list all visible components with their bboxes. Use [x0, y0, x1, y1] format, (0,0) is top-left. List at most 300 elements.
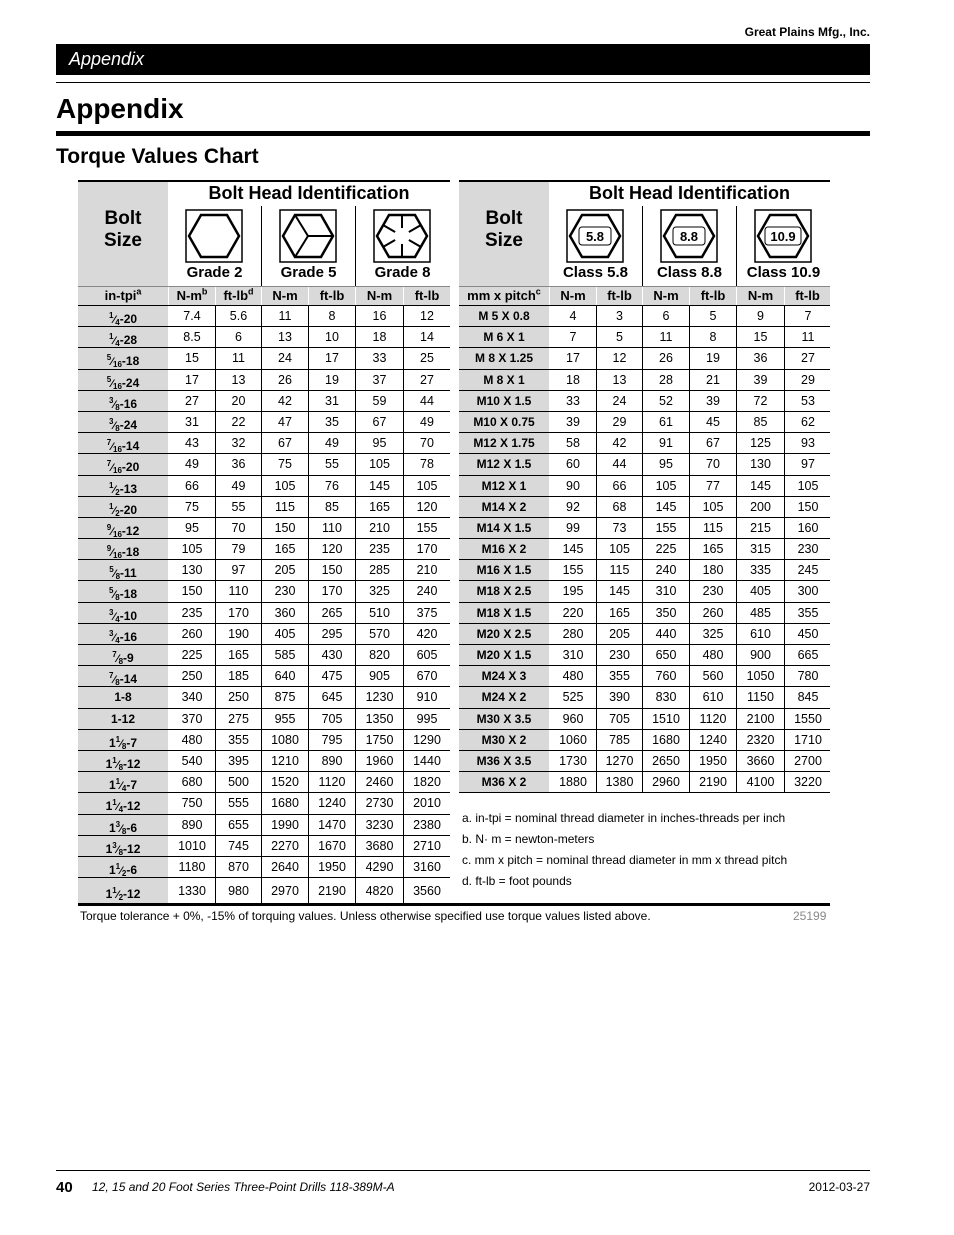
imperial-torque-value-cell: 890: [321, 753, 343, 768]
table-row: [459, 476, 830, 497]
imperial-torque-value-cell: 235: [369, 542, 390, 557]
table-row: [459, 327, 830, 348]
metric-torque-value-cell: 230: [609, 648, 630, 662]
class-10-9-hex-icon: [754, 209, 812, 263]
metric-torque-value-cell: 105: [702, 499, 724, 514]
metric-torque-value-cell: 225: [655, 542, 677, 557]
imperial-torque-value-cell: 655: [228, 817, 249, 832]
imperial-torque-value-cell: 25: [420, 351, 434, 366]
fraction: $^9$⁄16-12: [106, 522, 140, 539]
metric-bolt-size-header: [459, 182, 549, 286]
metric-torque-value-cell: 115: [609, 563, 630, 578]
imperial-bolt-size-cell: [78, 454, 168, 474]
imperial-bolt-size-cell: [78, 433, 168, 453]
table-row: [78, 878, 450, 905]
metric-torque-value-cell: 3660: [746, 753, 775, 768]
table-row: [78, 433, 450, 454]
metric-torque-value-cell: 62: [801, 414, 815, 429]
table-row: [78, 603, 450, 624]
table-row: [459, 581, 830, 602]
imperial-torque-value-cell: 955: [274, 711, 296, 726]
imperial-torque-value-cell: 36: [231, 457, 246, 472]
imperial-torque-value-cell: 18: [372, 330, 387, 345]
bolt-head-identification-label: Bolt Head Identification: [208, 183, 410, 203]
fraction: $^7$⁄8-14: [108, 671, 138, 688]
imperial-torque-value-cell: 640: [274, 669, 296, 684]
metric-torque-value-cell: 97: [801, 457, 815, 472]
metric-bolt-size-cell: M 5 X 0.8: [459, 306, 549, 326]
imperial-torque-value-cell: 2010: [413, 796, 441, 811]
imperial-torque-value-cell: 3560: [413, 884, 441, 899]
imperial-torque-value-cell: 8: [328, 309, 336, 323]
header-divider: [56, 82, 870, 83]
metric-torque-value-cell: 53: [801, 393, 815, 408]
table-row: [459, 645, 830, 666]
metric-torque-value-cell: 560: [702, 669, 724, 684]
imperial-bolt-size-cell: [78, 370, 168, 390]
metric-torque-value-cell: 180: [702, 563, 724, 578]
imperial-torque-value-cell: 500: [228, 775, 249, 790]
metric-torque-value-cell: 785: [609, 732, 630, 747]
table-row: [78, 666, 450, 687]
imperial-torque-value-cell: 15: [185, 351, 199, 366]
class-10-9-label: Class 10.9: [746, 264, 821, 281]
imperial-torque-value-cell: 285: [369, 563, 390, 578]
metric-torque-value-cell: 95: [659, 457, 673, 472]
class-10-9-column: [736, 206, 830, 286]
table-row: [459, 603, 830, 624]
imperial-torque-value-cell: 5.6: [229, 309, 248, 323]
imperial-torque-value-cell: 1680: [271, 796, 299, 811]
imperial-torque-value-cell: 1180: [178, 859, 206, 874]
fraction: $^3$⁄4-10: [108, 607, 138, 624]
table-row: [459, 730, 830, 751]
metric-torque-value-cell: 7: [569, 330, 577, 345]
metric-torque-value-cell: 11: [659, 330, 673, 345]
table-row: [78, 348, 450, 369]
imperial-torque-value-cell: 7.4: [183, 309, 201, 323]
metric-torque-value-cell: 68: [612, 499, 627, 514]
metric-torque-value-cell: 450: [797, 626, 819, 641]
metric-torque-value-cell: 28: [659, 372, 673, 387]
imperial-torque-value-cell: 2710: [413, 838, 441, 853]
footer-divider: [56, 1170, 870, 1171]
class-8-8-column: [642, 206, 736, 286]
imperial-torque-value-cell: 225: [181, 648, 203, 662]
metric-torque-value-cell: 310: [655, 584, 677, 599]
table-row: [78, 645, 450, 666]
imperial-torque-value-cell: 105: [274, 478, 296, 493]
imperial-torque-value-cell: 205: [274, 563, 296, 578]
imperial-torque-value-cell: 27: [185, 393, 199, 408]
imperial-torque-value-cell: 145: [369, 478, 390, 493]
imperial-bolt-size-cell: [78, 476, 168, 496]
imperial-torque-value-cell: 76: [325, 478, 339, 493]
fraction: $^5$⁄16-18: [106, 353, 140, 370]
imperial-header: [78, 182, 450, 286]
table-row: [459, 306, 830, 327]
imperial-torque-value-cell: 2730: [365, 796, 394, 811]
metric-torque-value-cell: 21: [706, 372, 720, 387]
imperial-torque-value-cell: 150: [181, 584, 203, 599]
class-10-9-ftlb-header: ft-lb: [785, 287, 830, 305]
grade-8-label: Grade 8: [374, 264, 431, 281]
fraction: $1^1⁄4-7$: [108, 777, 138, 794]
imperial-bolt-size-cell: [78, 751, 168, 771]
imperial-torque-value-cell: 150: [274, 520, 296, 535]
metric-torque-value-cell: 355: [797, 605, 819, 620]
imperial-bolt-size-cell: [78, 497, 168, 517]
imperial-torque-value-cell: 1210: [271, 753, 299, 768]
metric-torque-value-cell: 2190: [699, 775, 727, 790]
metric-bolt-size-cell: M18 X 2.5: [459, 581, 549, 601]
imperial-torque-value-cell: 2640: [271, 859, 299, 874]
imperial-rows: [78, 306, 450, 905]
metric-torque-value-cell: 7: [804, 309, 812, 323]
metric-torque-value-cell: 1710: [794, 732, 822, 747]
metric-torque-value-cell: 13: [612, 372, 627, 387]
imperial-torque-value-cell: 33: [372, 351, 387, 366]
class-8-8-ftlb-header: ft-lb: [690, 287, 736, 305]
table-row: [78, 772, 450, 793]
metric-torque-value-cell: 760: [655, 669, 677, 684]
imperial-torque-value-cell: 2270: [271, 838, 299, 853]
imperial-torque-value-cell: 20: [231, 393, 246, 408]
imperial-torque-value-cell: 170: [321, 584, 343, 599]
metric-torque-value-cell: 165: [702, 542, 724, 557]
metric-torque-value-cell: 67: [706, 436, 720, 451]
fraction: $^5$⁄8-11: [109, 565, 137, 582]
table-row: [459, 370, 830, 391]
imperial-torque-value-cell: 26: [278, 372, 292, 387]
fraction: $^5$⁄16-24: [106, 374, 140, 391]
imperial-torque-value-cell: 22: [231, 414, 246, 429]
class-5-8-nm-header: N-m: [550, 287, 596, 305]
imperial-torque-value-cell: 49: [185, 457, 199, 472]
table-row: [78, 497, 450, 518]
metric-torque-value-cell: 390: [609, 690, 630, 705]
imperial-torque-value-cell: 1670: [318, 838, 346, 853]
metric-torque-value-cell: 90: [566, 478, 580, 493]
metric-torque-value-cell: 315: [750, 542, 771, 557]
metric-bolt-size-cell: M12 X 1.75: [459, 433, 549, 453]
imperial-bolt-size-cell: [78, 539, 168, 559]
metric-bolt-size-cell: M 6 X 1: [459, 327, 549, 347]
metric-torque-value-cell: 150: [797, 499, 819, 514]
imperial-torque-value-cell: 3160: [413, 859, 441, 874]
imperial-torque-value-cell: 10: [325, 330, 339, 345]
metric-bolt-size-cell: M36 X 2: [459, 772, 549, 792]
imperial-torque-value-cell: 1750: [365, 732, 394, 747]
chart-title: Torque Values Chart: [56, 145, 259, 168]
page-title: Appendix: [56, 93, 184, 124]
imperial-torque-value-cell: 44: [420, 393, 434, 408]
metric-bolt-size-label: [459, 208, 549, 252]
table-row: [459, 624, 830, 645]
metric-torque-value-cell: 325: [702, 626, 724, 641]
imperial-torque-value-cell: 230: [274, 584, 296, 599]
metric-bolt-size-cell: M14 X 1.5: [459, 518, 549, 538]
metric-torque-value-cell: 92: [566, 499, 580, 514]
class-5-8-column: [549, 206, 642, 286]
imperial-torque-value-cell: 190: [228, 626, 249, 641]
class-10-9-nm-header: N-m: [737, 287, 784, 305]
grade-2-label: Grade 2: [186, 264, 243, 281]
metric-torque-value-cell: 480: [562, 669, 584, 684]
metric-torque-value-cell: 5: [709, 309, 717, 323]
grade-8-column: [355, 206, 449, 286]
imperial-torque-value-cell: 70: [231, 520, 246, 535]
imperial-torque-value-cell: 980: [228, 884, 249, 899]
imperial-torque-value-cell: 70: [420, 436, 434, 451]
metric-bolt-size-cell: M10 X 0.75: [459, 412, 549, 432]
metric-torque-value-cell: 485: [750, 605, 771, 620]
metric-torque-value-cell: 77: [706, 478, 720, 493]
imperial-torque-value-cell: 12: [420, 309, 434, 323]
metric-bolt-size-cell: M10 X 1.5: [459, 391, 549, 411]
table-row: [459, 687, 830, 708]
imperial-torque-value-cell: 645: [321, 690, 343, 705]
in-tpi-header: in-tpi$^a$: [78, 287, 168, 305]
metric-bolt-head-identification-label: Bolt Head Identification: [588, 183, 790, 203]
imperial-torque-value-cell: 1290: [413, 732, 441, 747]
metric-torque-value-cell: 91: [659, 436, 673, 451]
imperial-torque-value-cell: 17: [325, 351, 339, 366]
imperial-torque-value-cell: 165: [274, 542, 296, 557]
imperial-torque-value-cell: 170: [416, 542, 438, 557]
metric-bolt-size-label-line2: Size: [484, 230, 524, 251]
imperial-bolt-size-cell: [78, 391, 168, 411]
metric-bolt-size-cell: M16 X 1.5: [459, 560, 549, 580]
imperial-torque-value-cell: 130: [181, 563, 203, 578]
imperial-torque-value-cell: 1520: [271, 775, 299, 790]
fraction: $1^1⁄8-12$: [105, 755, 141, 772]
metric-torque-value-cell: 70: [706, 457, 720, 472]
metric-torque-value-cell: 60: [566, 457, 580, 472]
metric-torque-value-cell: 195: [562, 584, 584, 599]
table-row: [459, 454, 830, 475]
metric-torque-value-cell: 39: [706, 393, 720, 408]
metric-torque-value-cell: 1240: [699, 732, 727, 747]
imperial-subheader: [78, 286, 450, 306]
imperial-torque-value-cell: 890: [181, 817, 203, 832]
imperial-torque-value-cell: 75: [278, 457, 292, 472]
table-row: [78, 327, 450, 348]
metric-torque-value-cell: 335: [750, 563, 771, 578]
metric-torque-value-cell: 72: [753, 393, 768, 408]
imperial-torque-value-cell: 1950: [318, 859, 346, 874]
metric-torque-value-cell: 39: [753, 372, 768, 387]
metric-bolt-size-cell: M24 X 3: [459, 666, 549, 686]
imperial-torque-value-cell: 35: [325, 414, 339, 429]
imperial-torque-value-cell: 360: [274, 605, 296, 620]
imperial-torque-value-cell: 395: [228, 753, 249, 768]
metric-bolt-size-cell: M 8 X 1: [459, 370, 549, 390]
metric-torque-value-cell: 165: [609, 605, 630, 620]
table-row: [78, 370, 450, 391]
fraction: $1^1⁄2-6$: [108, 861, 138, 878]
class-10-9-mark: 10.9: [770, 229, 796, 244]
table-row: [78, 793, 450, 814]
metric-torque-value-cell: 525: [562, 690, 584, 705]
table-row: [459, 348, 830, 369]
metric-torque-value-cell: 350: [655, 605, 677, 620]
table-row: [78, 709, 450, 730]
metric-torque-value-cell: 29: [801, 372, 815, 387]
metric-torque-value-cell: 405: [750, 584, 771, 599]
metric-torque-value-cell: 8: [709, 330, 717, 345]
grade-5-label: Grade 5: [280, 264, 337, 281]
metric-torque-value-cell: 1380: [605, 775, 634, 790]
imperial-torque-value-cell: 165: [369, 499, 390, 514]
imperial-torque-value-cell: 115: [275, 499, 295, 514]
document-date: 2012-03-27: [808, 1180, 870, 1194]
footnote-a: a. in-tpi = nominal thread diameter in inches-threads per inch: [462, 811, 786, 825]
metric-torque-value-cell: 705: [609, 711, 630, 726]
metric-torque-value-cell: 42: [612, 436, 627, 451]
fraction: $1^3⁄8-6$: [108, 819, 138, 836]
imperial-bolt-size-cell: [78, 878, 168, 904]
imperial-torque-value-cell: 605: [416, 648, 438, 662]
table-row: [78, 476, 450, 497]
imperial-torque-value-cell: 17: [185, 372, 199, 387]
metric-torque-value-cell: 99: [566, 520, 580, 535]
imperial-torque-value-cell: 795: [321, 732, 343, 747]
metric-bolt-size-cell: M20 X 2.5: [459, 624, 549, 644]
metric-bolt-size-cell: M20 X 1.5: [459, 645, 549, 665]
imperial-torque-value-cell: 4820: [365, 884, 394, 899]
metric-torque-value-cell: 310: [562, 648, 584, 662]
fraction: $^7$⁄16-20: [106, 459, 140, 476]
metric-torque-value-cell: 1550: [794, 711, 822, 726]
imperial-torque-value-cell: 250: [181, 669, 203, 684]
footnote-c: c. mm x pitch = nominal thread diameter in mm x thread pitch: [462, 853, 788, 867]
grade-2-ftlb-header: $ft-lb^d$: [216, 287, 261, 305]
imperial-torque-value-cell: 375: [416, 605, 438, 620]
grade-2-column: [168, 206, 261, 286]
fraction: $^1$⁄2-13: [108, 480, 138, 497]
imperial-torque-value-cell: 260: [181, 626, 203, 641]
imperial-torque-value-cell: 49: [231, 478, 246, 493]
imperial-torque-value-cell: 95: [372, 436, 387, 451]
imperial-torque-value-cell: 705: [321, 711, 343, 726]
metric-torque-value-cell: 2960: [652, 775, 680, 790]
fraction: $^7$⁄16-14: [106, 438, 140, 455]
imperial-torque-value-cell: 11: [278, 309, 292, 323]
metric-torque-value-cell: 665: [797, 648, 819, 662]
metric-torque-value-cell: 4100: [746, 775, 775, 790]
class-5-8-ftlb-header: ft-lb: [597, 287, 642, 305]
imperial-torque-value-cell: 510: [369, 605, 390, 620]
metric-torque-value-cell: 93: [801, 436, 815, 451]
imperial-torque-value-cell: 43: [185, 436, 199, 451]
metric-bolt-size-cell: M12 X 1: [459, 476, 549, 496]
imperial-torque-value-cell: 875: [274, 690, 296, 705]
imperial-torque-value-cell: 31: [185, 414, 199, 429]
imperial-torque-value-cell: 55: [325, 457, 339, 472]
imperial-bolt-size-cell: [78, 857, 168, 877]
imperial-torque-value-cell: 49: [420, 414, 434, 429]
imperial-bolt-size-cell: [78, 624, 168, 644]
imperial-torque-value-cell: 59: [372, 393, 387, 408]
metric-torque-value-cell: 5: [616, 330, 623, 345]
imperial-bolt-size-cell: [78, 793, 168, 813]
imperial-torque-value-cell: 75: [185, 499, 199, 514]
grade-8-hex-icon: [373, 209, 431, 263]
imperial-bolt-size-cell: [78, 603, 168, 623]
metric-torque-value-cell: 130: [750, 457, 771, 472]
metric-torque-value-cell: 355: [609, 669, 630, 684]
metric-torque-value-cell: 780: [797, 669, 819, 684]
fraction: $^9$⁄16-18: [106, 544, 140, 561]
class-8-8-mark: 8.8: [679, 229, 699, 244]
grade-2-nm-header: $N-m^b$: [169, 287, 215, 305]
imperial-torque-value-cell: 165: [228, 648, 249, 662]
metric-bolt-size-cell: M 8 X 1.25: [459, 348, 549, 368]
table-row: [78, 412, 450, 433]
imperial-torque-value-cell: 19: [325, 372, 339, 387]
metric-torque-value-cell: 1270: [605, 753, 634, 768]
metric-torque-value-cell: 220: [562, 605, 584, 620]
imperial-torque-value-cell: 47: [278, 414, 292, 429]
metric-torque-value-cell: 2650: [652, 753, 680, 768]
imperial-torque-value-cell: 85: [325, 499, 339, 514]
imperial-torque-value-cell: 97: [231, 563, 246, 578]
metric-torque-value-cell: 1120: [699, 711, 727, 726]
imperial-torque-value-cell: 150: [321, 563, 343, 578]
metric-torque-value-cell: 27: [801, 351, 815, 366]
metric-torque-value-cell: 66: [612, 478, 627, 493]
imperial-torque-value-cell: 110: [228, 584, 249, 599]
imperial-torque-value-cell: 1230: [365, 690, 394, 705]
metric-torque-value-cell: 2100: [746, 711, 775, 726]
metric-torque-value-cell: 230: [797, 542, 819, 557]
imperial-torque-value-cell: 585: [274, 648, 296, 662]
imperial-torque-value-cell: 13: [278, 330, 292, 345]
imperial-torque-value-cell: 680: [181, 775, 203, 790]
metric-torque-value-cell: 9: [757, 309, 764, 323]
imperial-torque-value-cell: 340: [181, 690, 203, 705]
metric-torque-value-cell: 15: [753, 330, 768, 345]
grade-8-ftlb-header: ft-lb: [404, 287, 450, 305]
fraction: $^3$⁄8-16: [108, 395, 138, 412]
metric-torque-value-cell: 900: [750, 648, 771, 662]
imperial-torque-value-cell: 8.5: [183, 330, 201, 345]
metric-torque-value-cell: 155: [655, 520, 677, 535]
table-row: [78, 306, 450, 327]
imperial-torque-value-cell: 13: [231, 372, 246, 387]
imperial-torque-value-cell: 185: [228, 669, 249, 684]
imperial-torque-value-cell: 995: [416, 711, 438, 726]
metric-bolt-size-cell: M30 X 2: [459, 730, 549, 750]
metric-bolt-size-cell: M16 X 2: [459, 539, 549, 559]
grade-5-hex-icon: [279, 209, 337, 263]
metric-torque-value-cell: 610: [702, 690, 724, 705]
imperial-torque-value-cell: 49: [325, 436, 339, 451]
imperial-torque-value-cell: 120: [416, 499, 438, 514]
metric-torque-value-cell: 39: [566, 414, 580, 429]
imperial-torque-value-cell: 66: [185, 478, 199, 493]
table-row: [78, 836, 450, 857]
metric-torque-value-cell: 145: [655, 499, 677, 514]
metric-torque-value-cell: 230: [702, 584, 724, 599]
metric-torque-value-cell: 280: [562, 626, 584, 641]
metric-header: [459, 182, 830, 286]
table-row: [78, 539, 450, 560]
imperial-torque-value-cell: 480: [181, 732, 203, 747]
metric-torque-value-cell: 45: [706, 414, 720, 429]
imperial-torque-value-cell: 105: [181, 542, 203, 557]
